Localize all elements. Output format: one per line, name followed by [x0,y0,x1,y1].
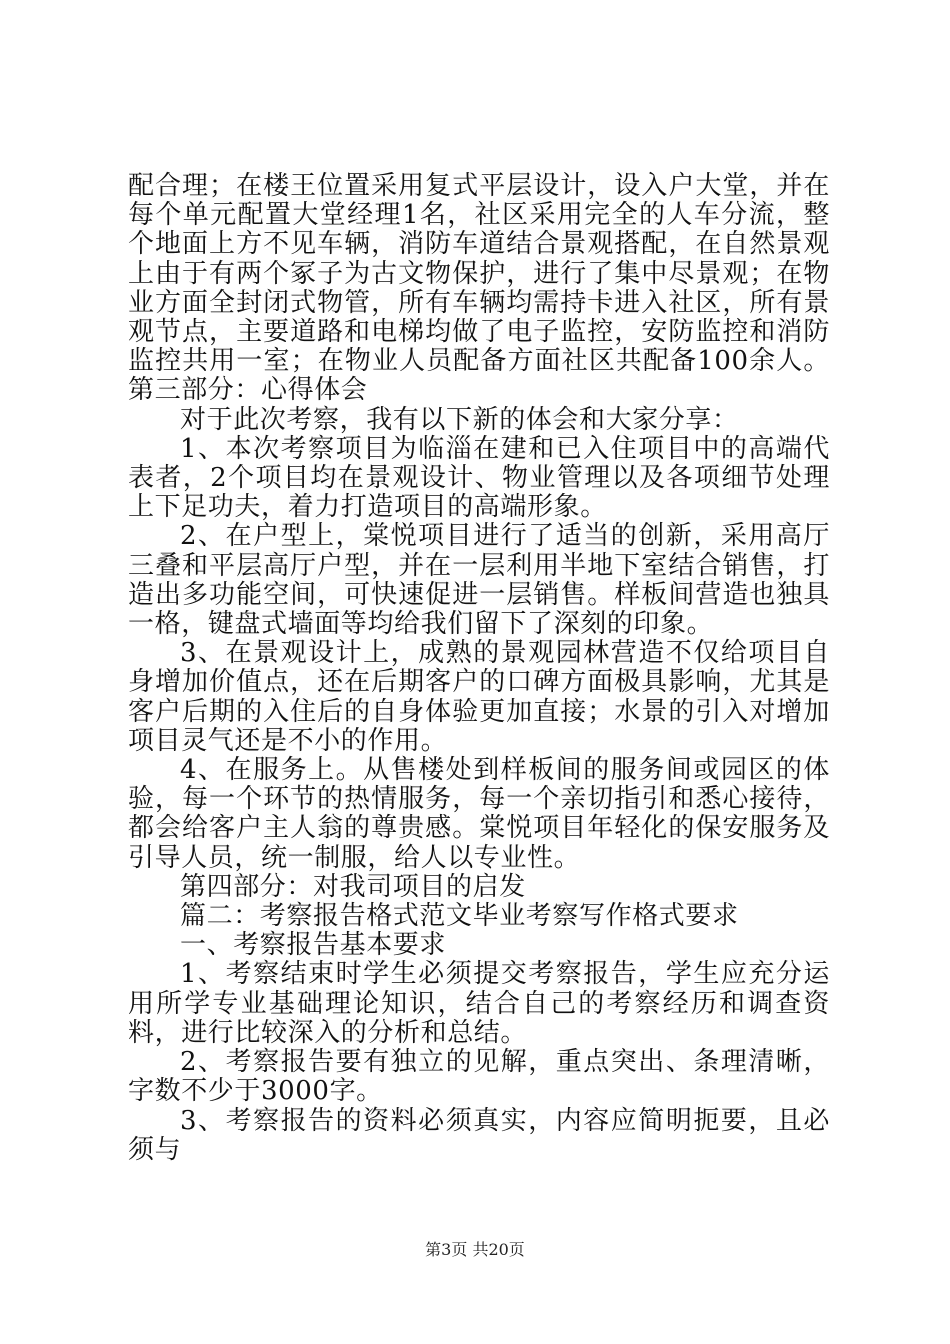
page-number-footer: 第3页 共20页 [425,1240,525,1259]
section-heading-basic-requirements: 一、考察报告基本要求 [180,930,447,961]
document-body [128,172,830,1165]
paragraph-requirement-2: 2、考察报告要有独立的见解，重点突出、条理清晰，字数不少于3000字。 [128,1047,830,1107]
paragraph-point-1: 1、本次考察项目为临淄在建和已入住项目中的高端代表者，2个项目均在景观设计、物业管理以及各项细节处理上下足功夫，着力打造项目的高端形象。 [128,433,830,523]
paragraph-requirement-1: 1、考察结束时学生必须提交考察报告，学生应充分运用所学专业基础理论知识，结合自己的考察经历和调查资料，进行比较深入的分析和总结。 [128,959,830,1048]
paragraph-point-4: 4、在服务上。从售楼处到样板间的服务间或园区的体验，每一个环节的热情服务，每一个亲切指引和悉心接待，都会给客户主人翁的尊贵感。棠悦项目年轻化的保安服务及引导人员，统一制服，给人以专业性。 [128,755,830,873]
paragraph-experience-intro: 对于此次考察，我有以下新的体会和大家分享： [180,404,739,435]
paragraph-point-2: 2、在户型上，棠悦项目进行了适当的创新，采用高厅三叠和平层高厅户型，并在一层利用半地下室结合销售，打造出多功能空间，可快速促进一层销售。样板间营造也独具一格，键盘式墙面等均给我们留下了深刻的印象。 [128,521,830,640]
paragraph-point-3: 3、在景观设计上，成熟的景观园林营造不仅给项目自身增加价值点，还在后期客户的口碑方面极具影响，尤其是客户后期的入住后的自身体验更加直接；水景的引入对增加项目灵气还是不小的作用。 [128,638,830,756]
section-heading-chapter-two: 篇二：考察报告格式范文毕业考察写作格式要求 [180,901,739,932]
section-heading-part-four: 第四部分：对我司项目的启发 [180,871,526,902]
paragraph-requirement-3: 3、考察报告的资料必须真实，内容应简明扼要，且必须与 [128,1105,830,1165]
paragraph-housing-design: 配合理；在楼王位置采用复式平层设计，设入户大堂，并在每个单元配置大堂经理1名，社区采用完全的人车分流，整个地面上方不见车辆，消防车道结合景观搭配，在自然景观上由于有两个冢子为古文物保护，进行了集中尽景观；在物业方面全封闭式物管，所有车辆均需持卡进入社区，所有景观节点，主要道路和电梯均做了电子监控，安防监控和消防监控共用一室；在物业人员配备方面社区共配备100余人。第三部分：心得体会 [128,171,830,406]
